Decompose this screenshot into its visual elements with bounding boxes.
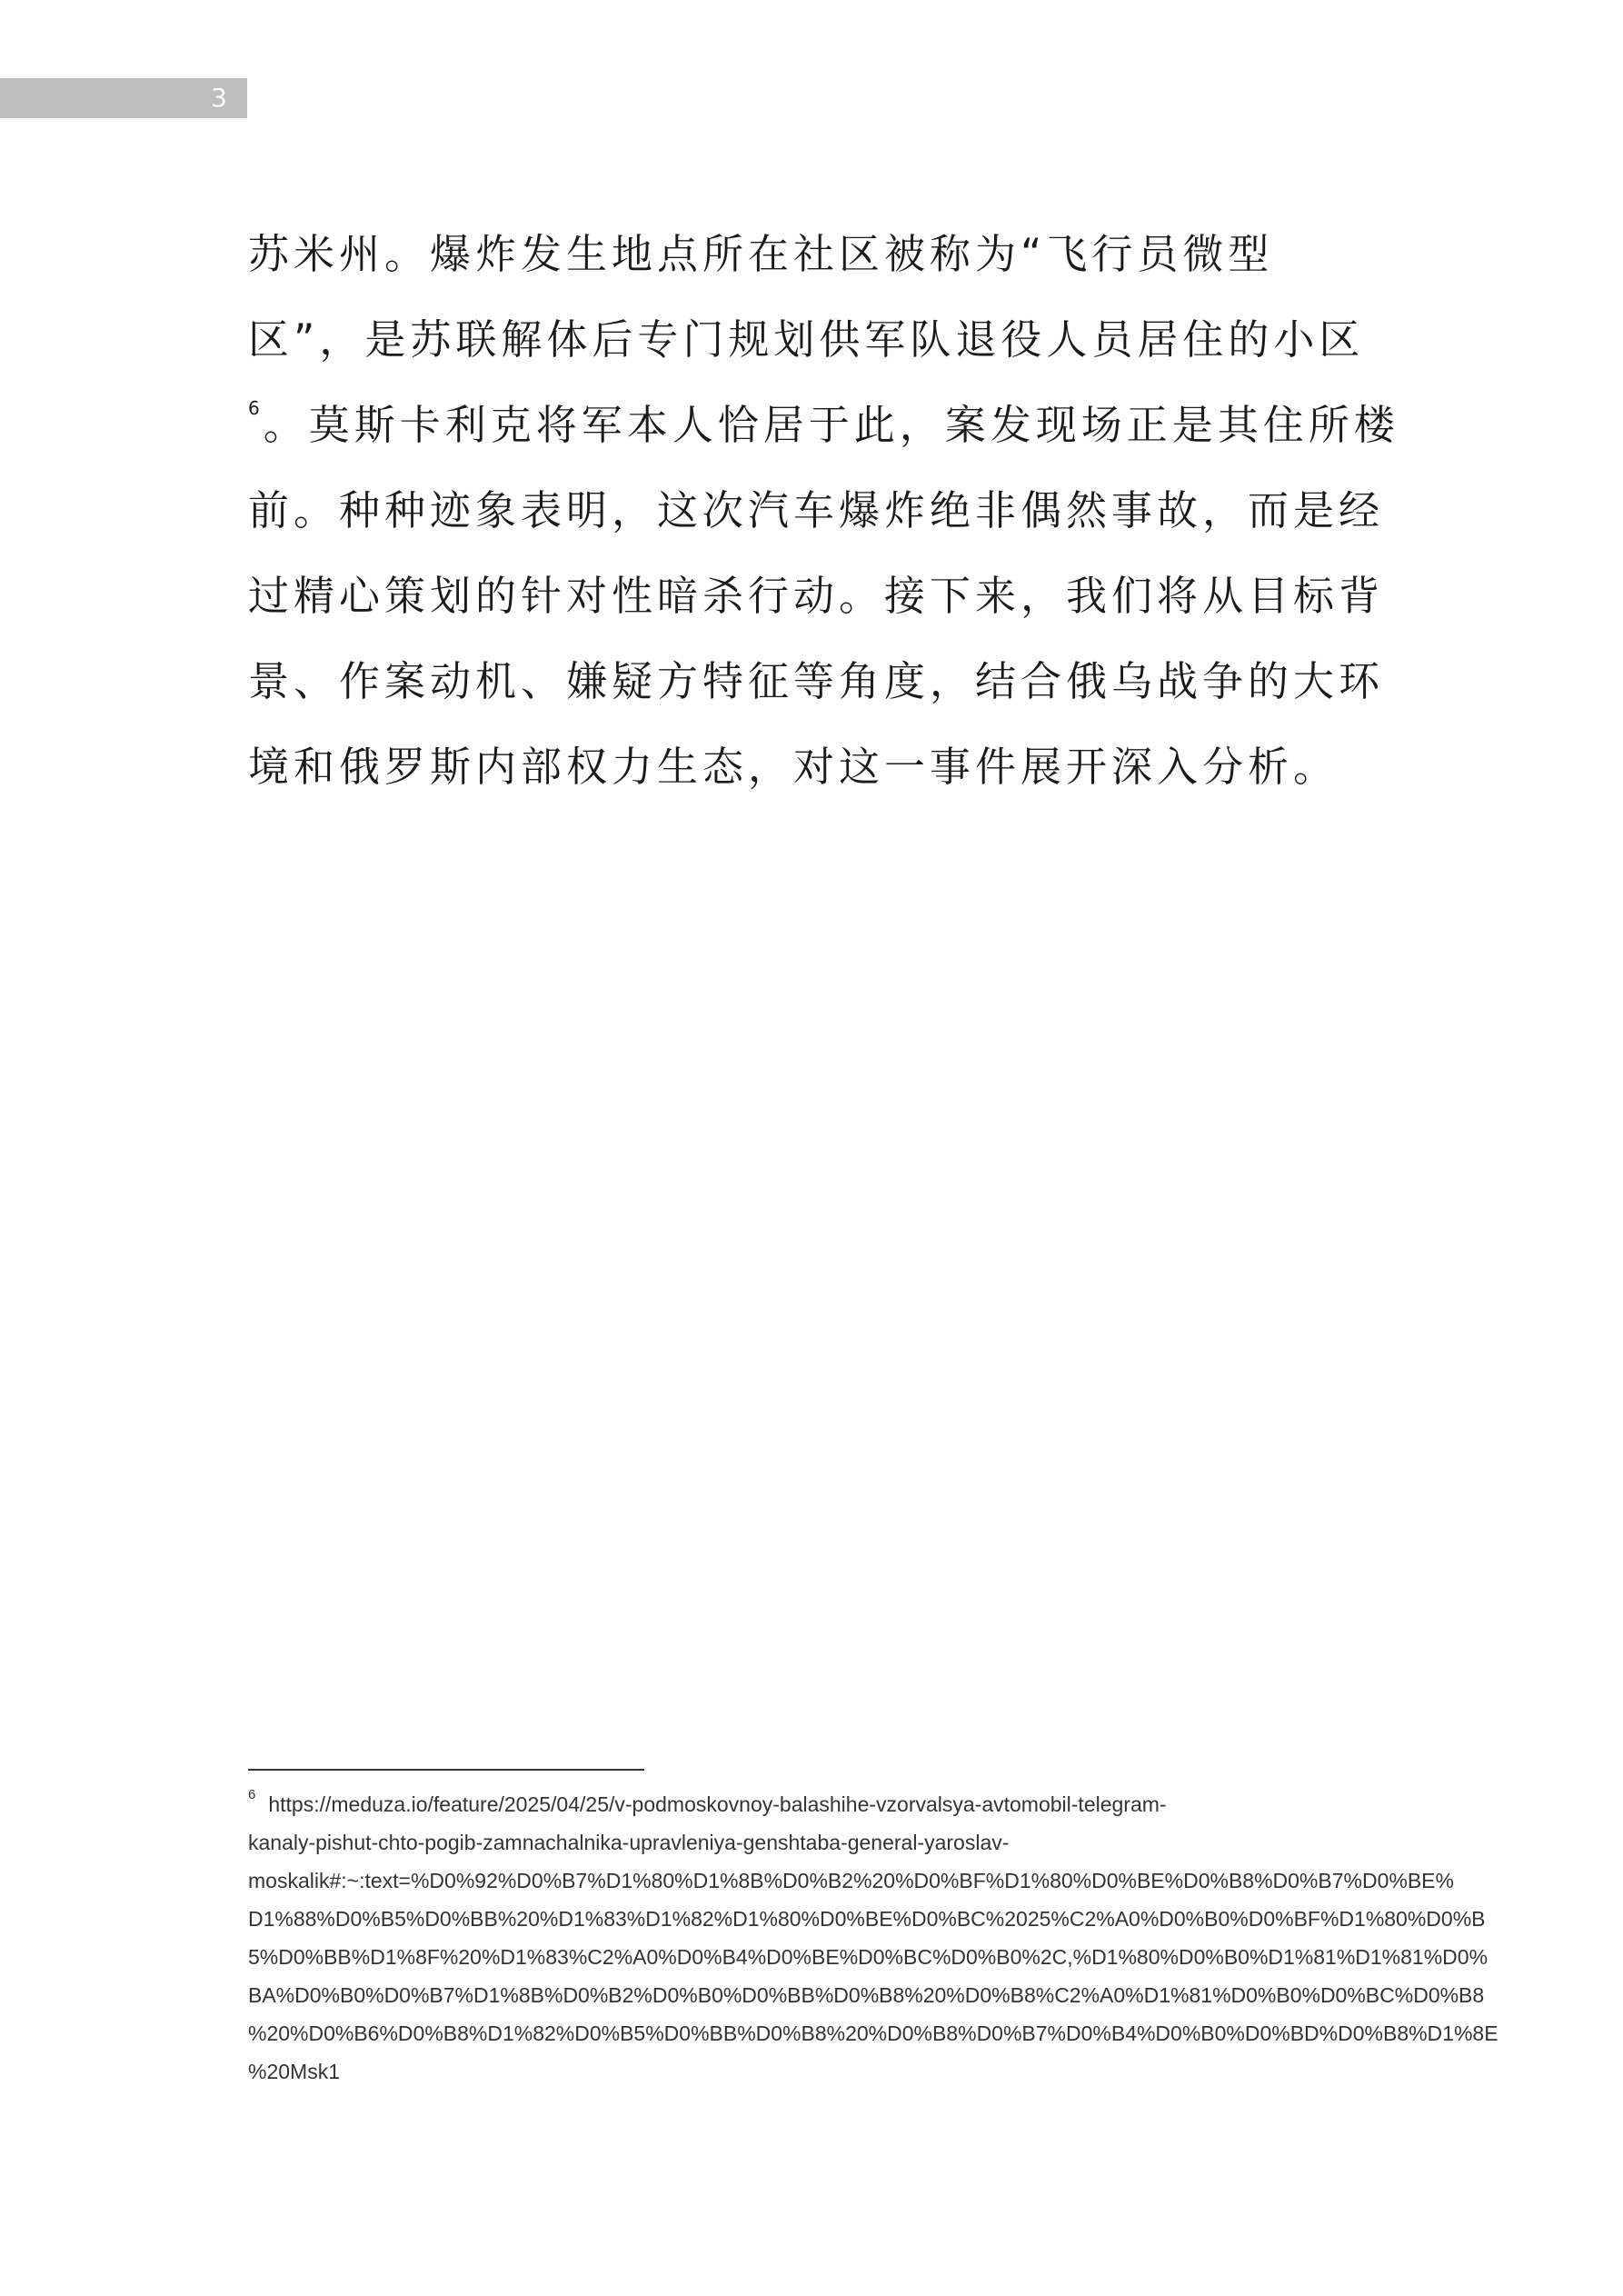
footnote-url-segment[interactable]: BA%D0%B0%D0%B7%D1%8B%D0%B2%D0%B0%D0%BB%D0%B8%20%D0%B8%C2%A0%D1%81%D0%B0%D0%BC%D0%B8 [248,1983,1485,2007]
body-line: 区”，是苏联解体后专门规划供军队退役人员居住的小区 [248,315,1365,364]
footnote-url-segment[interactable]: %20Msk1 [248,2060,340,2083]
body-line: 过精心策划的针对性暗杀行动。接下来，我们将从目标背 [248,572,1385,620]
page-number: 3 [211,83,227,113]
body-line-text: 。莫斯卡利克将军本人恰居于此，案发现场正是其住所楼 [263,401,1399,449]
body-line: 前。种种迹象表明，这次汽车爆炸绝非偶然事故，而是经 [248,486,1385,534]
body-paragraph [248,212,1399,810]
footnote-line [248,1785,1393,1823]
footnote-url-segment[interactable]: 5%D0%BB%D1%8F%20%D1%83%C2%A0%D0%B4%D0%BE%D0%BC%D0%B0%2C,%D1%80%D0%B0%D1%81%D1%81%D0% [248,1945,1489,1969]
body-line: 苏米州。爆炸发生地点所在社区被称为“飞行员微型 [248,230,1274,278]
footnote-reference[interactable]: 6 [248,397,260,419]
footnote-url-segment[interactable]: moskalik#:~:text=%D0%92%D0%B7%D1%80%D1%8B%D0%B2%20%D0%BF%D1%80%D0%BE%D0%B8%D0%B7%D0%BE% [248,1869,1454,1892]
footnote-divider [248,1769,644,1771]
footnote-url-segment[interactable]: %20%D0%B6%D0%B8%D1%82%D0%B5%D0%BB%D0%B8%20%D0%B8%D0%B7%D0%B4%D0%B0%D0%BD%D0%B8%D1%8E [248,2021,1499,2045]
footnote-marker: 6 [248,1787,256,1802]
page-number-bar [0,78,247,118]
footnote-url-segment[interactable]: kanaly-pishut-chto-pogib-zamnachalnika-upravleniya-genshtaba-general-yaroslav- [248,1831,1010,1854]
body-line [248,383,1399,468]
body-line: 境和俄罗斯内部权力生态，对这一事件展开深入分析。 [248,743,1339,791]
footnote-url-segment[interactable]: D1%88%D0%B5%D0%BB%20%D1%83%D1%82%D1%80%D0%BE%D0%BC%2025%C2%A0%D0%B0%D0%BF%D1%80%D0%B [248,1907,1486,1931]
body-line: 景、作案动机、嫌疑方特征等角度，结合俄乌战争的大环 [248,657,1385,705]
footnote [248,1785,1499,2091]
footnote-url-segment[interactable]: https://meduza.io/feature/2025/04/25/v-podmoskovnoy-balashihe-vzorvalsya-avtomobil-telegram- [268,1792,1167,1816]
